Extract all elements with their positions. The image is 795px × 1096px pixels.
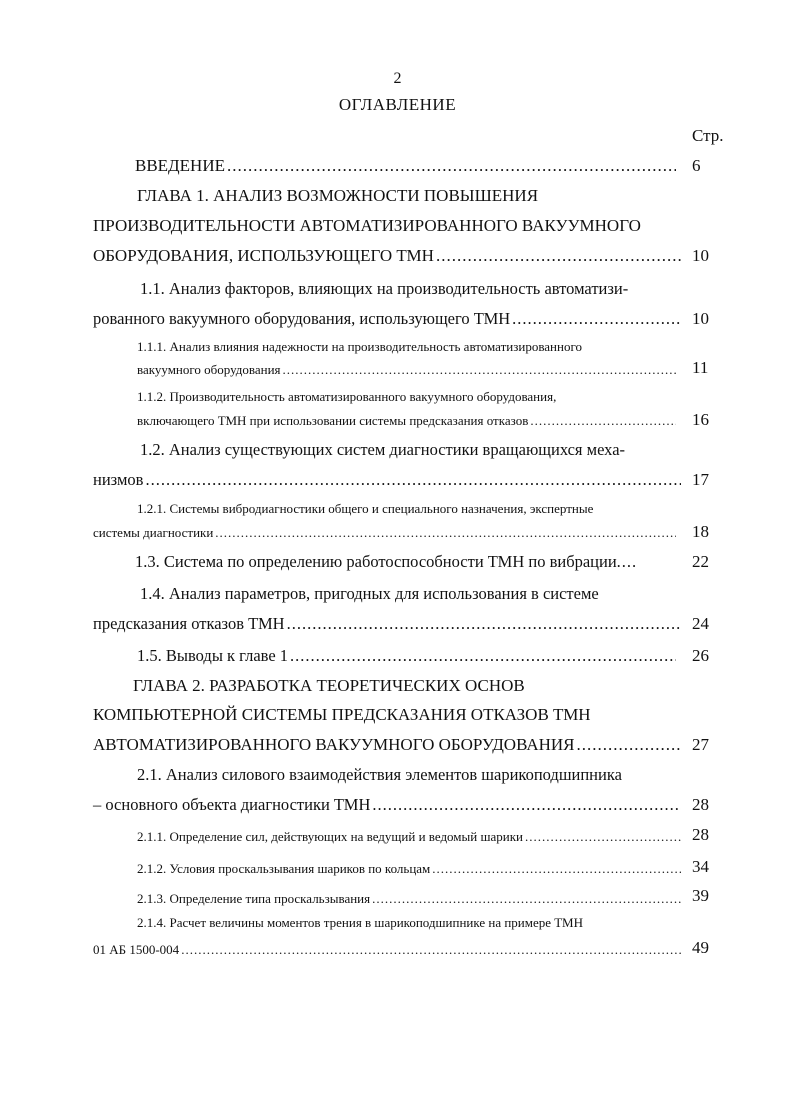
section-1-2-line-1: 1.2. Анализ существующих систем диагностики вращающихся меха-	[140, 440, 626, 459]
toc-entry-1-3	[135, 552, 637, 572]
dot-leader	[287, 614, 681, 634]
entry-title: рованного вакуумного оборудования, использующего ТМН	[93, 309, 511, 328]
toc-entry-chapter-1	[93, 246, 683, 266]
entry-title: ВВЕДЕНИЕ	[135, 156, 225, 175]
dot-leader	[181, 942, 681, 958]
toc-entry-1-5	[137, 646, 678, 666]
entry-title: включающего ТМН при использовании системы предсказания отказов	[137, 413, 529, 428]
section-2-1-4-line-1: 2.1.4. Расчет величины моментов трения в шарикоподшипнике на примере ТМН	[137, 915, 583, 930]
chapter-2-line-1: ГЛАВА 2. РАЗРАБОТКА ТЕОРЕТИЧЕСКИХ ОСНОВ	[133, 676, 525, 695]
dot-leader	[436, 246, 681, 266]
toc-entry-2-1-1	[137, 829, 683, 845]
entry-title: ОБОРУДОВАНИЯ, ИСПОЛЬЗУЮЩЕГО ТМН	[93, 246, 434, 265]
entry-page: 10	[692, 246, 709, 265]
toc-entry-chapter-2	[93, 735, 683, 755]
dot-leader	[372, 891, 681, 907]
entry-page: 49	[692, 938, 709, 957]
entry-title: АВТОМАТИЗИРОВАННОГО ВАКУУМНОГО ОБОРУДОВАНИЯ	[93, 735, 575, 754]
entry-title: низмов	[93, 470, 144, 489]
toc-entry-1-2	[93, 470, 683, 490]
entry-page: 27	[692, 735, 709, 754]
toc-entry-1-1	[93, 309, 683, 329]
entry-page: 22	[692, 552, 709, 571]
toc-title: ОГЛАВЛЕНИЕ	[338, 95, 457, 114]
entry-page: 24	[692, 614, 709, 633]
entry-title: 2.1.3. Определение типа проскальзывания	[137, 891, 371, 906]
section-1-4-line-1: 1.4. Анализ параметров, пригодных для использования в системе	[140, 584, 599, 603]
entry-page: 11	[692, 358, 709, 377]
page-column-header: Стр.	[692, 126, 724, 145]
dot-leader	[530, 413, 676, 429]
section-1-2-1-line-1: 1.2.1. Системы вибродиагностики общего и специального назначения, экспертные	[137, 501, 594, 516]
toc-entry-2-1-2	[137, 861, 683, 877]
toc-entry-2-1-4	[93, 942, 683, 958]
entry-title: – основного объекта диагностики ТМН	[93, 795, 371, 814]
dot-leader	[372, 795, 681, 815]
entry-title: предсказания отказов ТМН	[93, 614, 285, 633]
page-number: 2	[393, 70, 402, 87]
toc-entry-1-2-1	[93, 525, 678, 541]
entry-title: системы диагностики	[93, 525, 214, 540]
entry-page: 34	[692, 857, 709, 876]
dot-leader	[215, 525, 676, 541]
entry-title: 1.3. Система по определению работоспособности ТМН по вибрации	[135, 552, 617, 571]
dot-leader	[577, 735, 681, 755]
entry-title: 2.1.2. Условия проскальзывания шариков по кольцам	[137, 861, 431, 876]
dot-leader	[432, 861, 681, 877]
entry-page: 39	[692, 886, 709, 905]
dot-leader	[512, 309, 681, 329]
toc-entry-1-1-2	[137, 413, 678, 429]
toc-entry-1-4	[93, 614, 683, 634]
toc-entry-2-1-3	[137, 891, 683, 907]
chapter-2-line-2: КОМПЬЮТЕРНОЙ СИСТЕМЫ ПРЕДСКАЗАНИЯ ОТКАЗОВ ТМН	[93, 705, 591, 724]
chapter-1-line-2: ПРОИЗВОДИТЕЛЬНОСТИ АВТОМАТИЗИРОВАННОГО ВАКУУМНОГО	[93, 216, 641, 235]
toc-entry-1-1-1	[137, 362, 678, 378]
entry-page: 6	[692, 156, 701, 175]
section-1-1-2-line-1: 1.1.2. Производительность автоматизированного вакуумного оборудования,	[137, 389, 557, 404]
dot-leader	[283, 362, 676, 378]
entry-title: 1.5. Выводы к главе 1	[137, 646, 289, 665]
toc-entry-introduction	[135, 156, 678, 176]
dot-leader	[290, 646, 676, 666]
dot-leader: ....	[616, 552, 638, 571]
entry-page: 18	[692, 522, 709, 541]
dot-leader	[525, 829, 681, 845]
entry-page: 16	[692, 410, 709, 429]
entry-title: 2.1.1. Определение сил, действующих на ведущий и ведомый шарики	[137, 829, 523, 844]
chapter-1-line-1: ГЛАВА 1. АНАЛИЗ ВОЗМОЖНОСТИ ПОВЫШЕНИЯ	[137, 186, 539, 205]
dot-leader	[227, 156, 676, 176]
entry-page: 26	[692, 646, 709, 665]
entry-title: 01 АБ 1500-004	[93, 942, 180, 957]
section-1-1-line-1: 1.1. Анализ факторов, влияющих на производительность автоматизи-	[140, 279, 629, 298]
section-1-1-1-line-1: 1.1.1. Анализ влияния надежности на производительность автоматизированного	[137, 339, 582, 354]
entry-page: 28	[692, 825, 709, 844]
entry-page: 28	[692, 795, 709, 814]
dot-leader	[145, 470, 681, 490]
entry-title: вакуумного оборудования	[137, 362, 281, 377]
toc-entry-2-1	[93, 795, 683, 815]
entry-page: 17	[692, 470, 709, 489]
section-2-1-line-1: 2.1. Анализ силового взаимодействия элементов шарикоподшипника	[137, 765, 622, 784]
entry-page: 10	[692, 309, 709, 328]
